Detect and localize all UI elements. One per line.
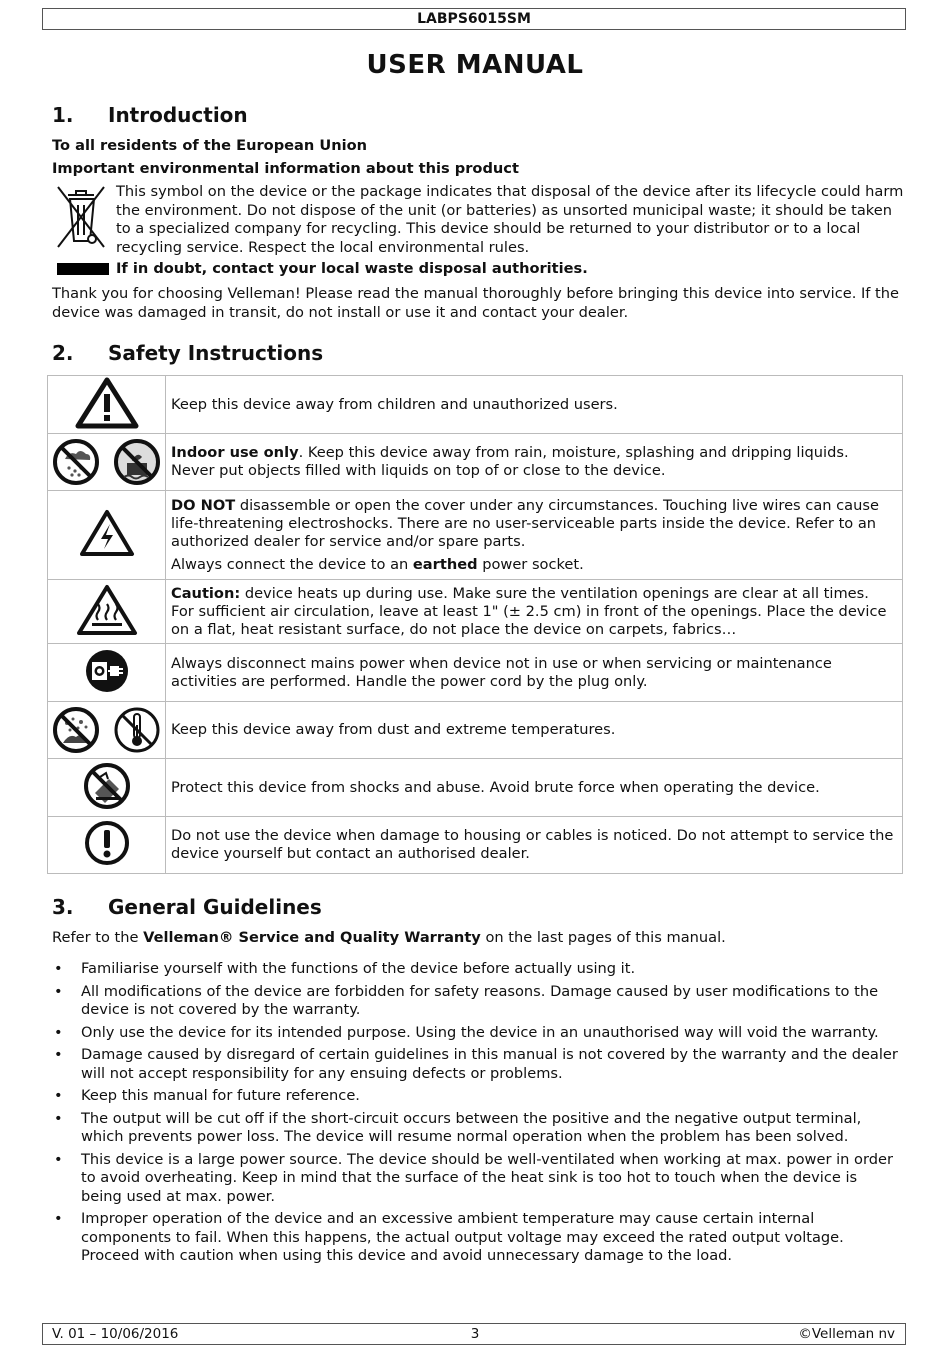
doubt-line: If in doubt, contact your local waste disposal authorities. — [116, 260, 588, 277]
bullet: • — [54, 982, 63, 1000]
header-model: LABPS6015SM — [417, 11, 531, 27]
warning-triangle-icon — [75, 377, 139, 429]
safety-row — [48, 817, 903, 874]
safety-text: Keep this device away from children and unauthorized users. — [171, 395, 618, 413]
safety-icon-cell — [48, 434, 166, 491]
safety-icon-cell — [48, 491, 166, 580]
safety-table — [47, 375, 903, 874]
safety-text — [171, 585, 896, 639]
safety-text-cell — [166, 817, 903, 874]
section-number: 1. — [52, 103, 74, 127]
safety-text — [171, 444, 896, 480]
document-title: USER MANUAL — [366, 50, 584, 80]
hot-surface-icon — [76, 584, 138, 636]
list-item-text: The output will be cut off if the short-circuit occurs between the positive and the negative output terminal, which prevents power loss. The device will resume normal operation when the problem has been solved. — [81, 1109, 862, 1145]
bullet: • — [54, 1109, 63, 1127]
header-model-box — [42, 8, 906, 30]
safety-text-post: power socket. — [477, 555, 584, 573]
unplug-icon — [83, 647, 131, 695]
safety-row — [48, 434, 903, 491]
high-voltage-icon — [79, 509, 135, 557]
list-item — [52, 1024, 902, 1043]
caution-exclamation-icon — [84, 820, 130, 866]
list-item — [52, 1046, 902, 1083]
safety-row — [48, 491, 903, 580]
list-item-text: All modifications of the device are forbidden for safety reasons. Damage caused by user modifications to the device is not covered by the warranty. — [81, 982, 879, 1018]
safety-text: Do not use the device when damage to housing or cables is noticed. Do not attempt to service the device yourself but contact an authorised dealer. — [171, 827, 894, 862]
safety-text-cell — [166, 759, 903, 817]
safety-text-pre: Always connect the device to an — [171, 555, 413, 573]
safety-text-cell — [166, 434, 903, 491]
section-3-heading — [52, 895, 322, 919]
safety-text: Protect this device from shocks and abuse. Avoid brute force when operating the device. — [171, 778, 820, 796]
no-liquids-icon — [112, 437, 162, 487]
safety-row — [48, 376, 903, 434]
safety-row — [48, 702, 903, 759]
safety-icon-cell — [48, 759, 166, 817]
eu-residents-line: To all residents of the European Union — [52, 137, 368, 154]
safety-text-bold: earthed — [412, 555, 478, 573]
safety-row — [48, 580, 903, 644]
list-item-text: Damage caused by disregard of certain guidelines in this manual is not covered by the warranty and the dealer will not accept responsibility for any ensuing defects or problems. — [81, 1046, 898, 1082]
safety-text: Always disconnect mains power when device not in use or when servicing or maintenance activities are performed. Handle the power cord by the plug only. — [171, 654, 832, 690]
guidelines-list — [52, 960, 902, 1270]
bullet: • — [54, 960, 63, 977]
warranty-text-post: on the last pages of this manual. — [480, 929, 726, 946]
safety-text-cell — [166, 580, 903, 644]
section-number: 2. — [52, 341, 74, 365]
no-extreme-temperature-icon — [112, 705, 162, 755]
warranty-reference — [52, 929, 902, 948]
safety-text-extra — [171, 556, 896, 574]
list-item — [52, 983, 902, 1020]
bullet: • — [54, 1023, 63, 1041]
bullet: • — [54, 1150, 63, 1168]
list-item — [52, 1151, 902, 1207]
bullet: • — [54, 1087, 63, 1104]
warranty-text-pre: Refer to the — [52, 929, 144, 946]
safety-text — [171, 497, 896, 551]
list-item — [52, 1087, 902, 1106]
safety-text: Keep this device away from dust and extreme temperatures. — [171, 721, 616, 738]
thank-you-paragraph: Thank you for choosing Velleman! Please read the manual thoroughly before bringing this device into service. If the device was damaged in transit, do not install or use it and contact your dealer. — [52, 285, 900, 321]
section-2-heading — [52, 341, 323, 365]
env-info-line: Important environmental information about this product — [52, 160, 519, 177]
list-item-text: Only use the device for its intended purpose. Using the device in an unauthorised way will void the warranty. — [81, 1023, 879, 1041]
safety-text-bold: Indoor use only — [171, 444, 299, 461]
safety-row — [48, 759, 903, 817]
list-item-text: Familiarise yourself with the functions of the device before actually using it. — [81, 960, 636, 977]
page-footer — [42, 1323, 906, 1345]
no-shocks-icon — [82, 761, 132, 811]
section-title: Introduction — [108, 103, 248, 127]
list-item-text: This device is a large power source. The device should be well-ventilated when working at max. power in order to avoid overheating. Keep in mind that the surface of the heat sink is too hot to touch when the device is being used at max. power. — [81, 1150, 893, 1205]
no-rain-icon — [51, 437, 101, 487]
safety-icon-cell — [48, 644, 166, 702]
safety-text-rest: device heats up during use. Make sure the ventilation openings are clear at all times. For sufficient air circulation, leave at least 1" (± 2.5 cm) in front of the openings. Place the device on a flat, heat resistant surface, do not place the device on carpets, fabrics… — [171, 584, 887, 638]
warranty-text-bold: Velleman® Service and Quality Warranty — [143, 929, 481, 946]
footer-version: V. 01 – 10/06/2016 — [52, 1326, 179, 1342]
section-1-heading — [52, 103, 248, 127]
section-title: Safety Instructions — [108, 341, 324, 365]
section-title: General Guidelines — [108, 895, 322, 919]
list-item — [52, 960, 902, 979]
safety-text-cell — [166, 644, 903, 702]
safety-icon-cell — [48, 580, 166, 644]
safety-icon-cell — [48, 702, 166, 759]
list-item — [52, 1110, 902, 1147]
safety-text-rest: . Keep this device away from rain, moisture, splashing and dripping liquids. Never put objects filled with liquids on top of or close to the device. — [171, 444, 849, 479]
weee-description: This symbol on the device or the package indicates that disposal of the device after its lifecycle could harm the environment. Do not dispose of the unit (or batteries) as unsorted municipal waste; it should be taken to a specialized company for recycling. This device should be returned to your distributor or to a local recycling service. Respect the local environmental rules. — [116, 183, 904, 256]
safety-text-cell — [166, 702, 903, 759]
no-dust-icon — [51, 705, 101, 755]
footer-copyright: ©Velleman nv — [798, 1326, 895, 1342]
bullet: • — [54, 1210, 63, 1227]
safety-text-bold: DO NOT — [171, 496, 236, 514]
safety-row — [48, 644, 903, 702]
section-number: 3. — [52, 895, 74, 919]
safety-icon-cell — [48, 817, 166, 874]
safety-text-rest: disassemble or open the cover under any circumstances. Touching live wires can cause life-threatening electroshocks. There are no user-serviceable parts inside the device. Refer to an authorized dealer for service and/or spare parts. — [171, 496, 879, 550]
safety-text-cell — [166, 491, 903, 580]
list-item-text: Improper operation of the device and an excessive ambient temperature may cause certain internal components to fail. When this happens, the actual output voltage may exceed the rated output voltage. Proceed with caution when using this device and avoid unnecessary damage to the load. — [81, 1210, 844, 1264]
list-item-text: Keep this manual for future reference. — [81, 1087, 360, 1104]
list-item — [52, 1210, 902, 1266]
bullet: • — [54, 1046, 63, 1063]
weee-black-bar — [57, 263, 109, 275]
safety-icon-cell — [48, 376, 166, 434]
safety-text-bold: Caution: — [171, 584, 241, 602]
safety-text-cell — [166, 376, 903, 434]
footer-page-number: 3 — [470, 1326, 480, 1342]
weee-crossed-bin-icon — [54, 183, 108, 251]
